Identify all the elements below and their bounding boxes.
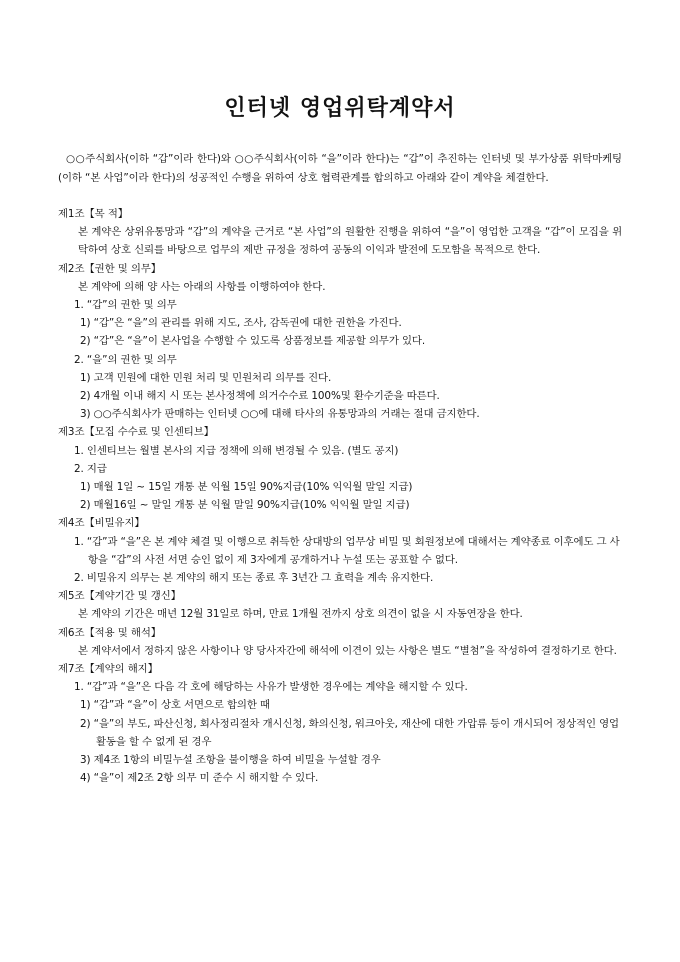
article-paragraph: 본 계약에 의해 양 사는 아래의 사항를 이행하여야 한다. bbox=[78, 280, 326, 293]
article-7 bbox=[58, 660, 622, 787]
intro-paragraph: ○○주식회사(이하 “갑”이라 한다)와 ○○주식회사(이하 “을”이라 한다)는 “갑”이 추진하는 인터넷 및 부가상품 위탁마케팅(이하 “본 사업”이라 한다)의 성공적인 수행을 위하여 상호 협력관계를 합의하고 아래와 같이 계약을 체결한다. bbox=[58, 153, 622, 184]
sub-clause-item: 1) “갑”은 “을”의 관리를 위해 지도, 조사, 감독권에 대한 권한을 가진다. bbox=[80, 317, 402, 330]
clause-item: 2. 비밀유지 의무는 본 계약의 해지 또는 종료 후 3년간 그 효력을 계속 유지한다. bbox=[74, 572, 434, 585]
clause-item: 2. “을”의 권한 및 의무 bbox=[74, 353, 177, 366]
article-6 bbox=[58, 624, 622, 660]
article-paragraph: 본 계약의 기간은 매년 12월 31일로 하며, 만료 1개월 전까지 상호 의견이 없을 시 자동연장을 한다. bbox=[78, 608, 523, 621]
sub-clause-item: 2) “을”의 부도, 파산신청, 회사정리절차 개시신청, 화의신청, 워크아웃, 재산에 대한 가압류 등이 개시되어 정상적인 영업활동을 할 수 없게 된 경우 bbox=[80, 717, 619, 748]
sub-clause-item: 2) 매월16일 ~ 말일 개통 분 익월 말일 90%지급(10% 익익월 말일 지급) bbox=[80, 499, 410, 512]
sub-clause-item: 1) 매월 1일 ~ 15일 개통 분 익월 15일 90%지급(10% 익익월 말일 지급) bbox=[80, 481, 413, 494]
sub-clause-item: 3) ○○주식회사가 판매하는 인터넷 ○○에 대해 타사의 유통망과의 거래는 절대 금지한다. bbox=[80, 408, 480, 421]
article-paragraph: 본 계약서에서 정하지 않은 사항이나 양 당사자간에 해석에 이견이 있는 사항은 별도 “별첨”을 작성하여 결정하기로 한다. bbox=[78, 644, 617, 657]
clause-item: 1. 인센티브는 월별 본사의 지급 정책에 의해 변경될 수 있음. (별도 공지) bbox=[74, 444, 399, 457]
clause-item: 1. “갑”과 “을”은 본 계약 체결 및 이행으로 취득한 상대방의 업무상 비밀 및 회원정보에 대해서는 계약종료 이후에도 그 사항을 “갑”의 사전 서면 승인 없이 제 3자에게 공개하거나 누설 또는 공표할 수 없다. bbox=[74, 535, 620, 566]
sub-clause-item: 3) 제4조 1항의 비밀누설 조항을 불이행을 하여 비밀을 누설할 경우 bbox=[80, 754, 381, 767]
sub-clause-item: 1) “갑”과 “을”이 상호 서면으로 합의한 때 bbox=[80, 699, 270, 712]
article-3 bbox=[58, 423, 622, 514]
sub-clause-item: 1) 고객 민원에 대한 민원 처리 및 민원처리 의무를 진다. bbox=[80, 371, 332, 384]
article-heading: 제7조【계약의 해지】 bbox=[58, 663, 158, 676]
sub-clause-item: 2) “갑”은 “을”이 본사업을 수행할 수 있도록 상품정보를 제공할 의무가 있다. bbox=[80, 335, 426, 348]
document-title: 인터넷 영업위탁계약서 bbox=[224, 96, 456, 121]
article-heading: 제6조【적용 및 해석】 bbox=[58, 626, 162, 639]
article-heading: 제5조【계약기간 및 갱신】 bbox=[58, 590, 181, 603]
article-heading: 제1조【목 적】 bbox=[58, 208, 129, 220]
clause-item: 1. “갑”의 권한 및 의무 bbox=[74, 299, 177, 312]
article-heading: 제4조【비밀유지】 bbox=[58, 517, 145, 530]
article-5 bbox=[58, 587, 622, 623]
clause-item: 2. 지급 bbox=[74, 462, 107, 475]
article-1 bbox=[58, 205, 622, 260]
clause-item: 1. “갑”과 “을”은 다음 각 호에 해당하는 사유가 발생한 경우에는 계약을 해지할 수 있다. bbox=[74, 681, 468, 694]
article-2 bbox=[58, 260, 622, 424]
sub-clause-item: 2) 4개월 이내 해지 시 또는 본사정책에 의거수수료 100%및 환수기준을 따른다. bbox=[80, 390, 440, 403]
articles-section bbox=[58, 205, 622, 788]
article-4 bbox=[58, 514, 622, 587]
article-paragraph: 본 계약은 상위유통망과 “갑”의 계약을 근거로 “본 사업”의 원활한 진행을 위하여 “을”이 영업한 고객을 “갑”이 모집을 위탁하여 상호 신뢰를 바탕으로 업무의 제반 규정을 정하여 공동의 이익과 발전에 도모함을 목적으로 한다. bbox=[78, 226, 622, 257]
article-heading: 제3조【모집 수수료 및 인센티브】 bbox=[58, 426, 214, 439]
sub-clause-item: 4) “을”이 제2조 2항 의무 미 준수 시 해지할 수 있다. bbox=[80, 772, 319, 785]
article-heading: 제2조【권한 및 의무】 bbox=[58, 262, 162, 275]
